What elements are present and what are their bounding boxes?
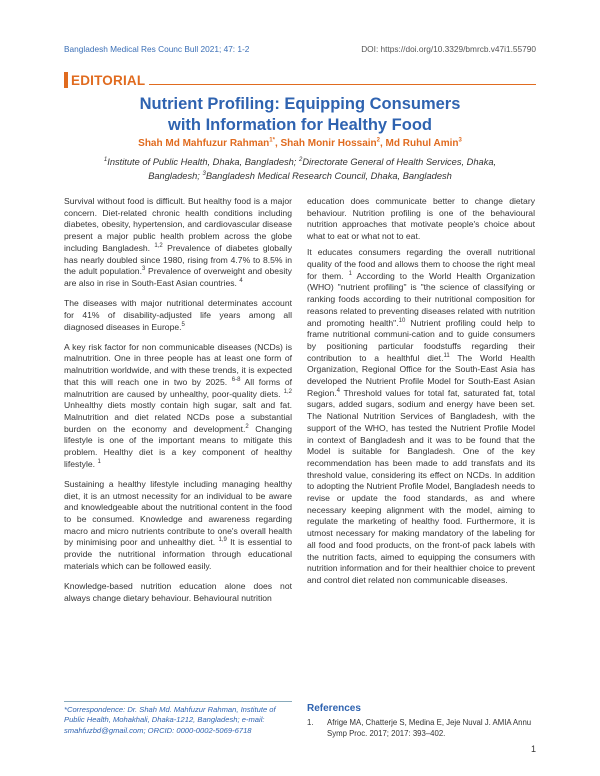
paragraph-text: It educates consumers regarding the overall nutritional quality of the food and allows them to choose the right meal for them. [307, 247, 535, 281]
section-rule [149, 84, 536, 85]
author-2: Shah Monir Hossain$^2$, [280, 137, 386, 149]
paragraph-text: Sustaining a healthy lifestyle including managing healthy diet, it is an utmost necessity for an individual to be aware and knowledgeable about the nutritional content in the food to be consumed. Knowledge and awareness regarding macro and micro nutrients contribute to one's overall health by minimising poor and unhealthy diet. [64, 478, 292, 548]
paragraph-text: Survival without food is difficult. But healthy food is a major concern. Diet-related chronic health conditions including diabetes, obesity, hypertension, and cardiovascular disease present a major public health problem across the globe including Bangladesh. [64, 196, 292, 253]
citation-marker: 3 [141, 266, 146, 273]
body-paragraph [64, 342, 292, 471]
paragraph-text: The diseases with major nutritional determinates account for 41% of disability-adjusted life years among all diagnosed diseases in Europe. [64, 298, 292, 332]
paragraph-text: A key risk factor for non communicable diseases (NCDs) is malnutrition. One in three people has at least one form of malnutrition worldwide, and with these trends, it is expected that this will reach one in two by 2025. [64, 341, 292, 387]
paragraph-text: All forms of malnutrition are caused by unhealthy, poor-quality diets. [64, 376, 293, 399]
references-heading: References [307, 703, 361, 714]
body-paragraph [64, 581, 292, 604]
paragraph-text: Nutrient profiling could help to frame nutritional communi-cation and to guide consumers by positioning particular foodstuffs regarding their contribution to a healthful diet. [307, 317, 535, 363]
citation-marker: 6-8 [231, 376, 241, 383]
paragraph-text: Prevalence of overweight and obesity are also in rise in South-East Asian countries. [64, 266, 292, 288]
author-3: Md Ruhul Amin$^3$ [385, 137, 462, 149]
body-paragraph [64, 479, 292, 573]
paragraph-text: The World Health Organization, Regional Office for the South-East Asia has developed the Nutrient Profile Model for South-East Asian Region. [307, 352, 535, 398]
paragraph-text: According to the World Health Organization (WHO) "nutrient profiling" is "the science of classifying or ranking foods according to their nutritional composition for reasons related to preventing diseases related with nutrition and promoting health". [307, 270, 535, 328]
citation-marker: 4 [239, 278, 243, 285]
journal-citation: Bangladesh Medical Res Counc Bull 2021; 47: 1-2 [64, 44, 250, 54]
section-label: EDITORIAL [71, 72, 146, 88]
citation-marker: 5 [181, 321, 185, 328]
paragraph-text: Unhealthy diets mostly contain high sugar, salt and fat. Malnutrition and diet related NCDs pose a substantial burden on the economy and development. [64, 400, 292, 434]
citation-marker: 1 [97, 458, 101, 465]
running-header [64, 44, 536, 54]
body-paragraph [64, 298, 292, 333]
body-column-left [64, 196, 292, 613]
doi-link[interactable]: DOI: https://doi.org/10.3329/bmrcb.v47i1.55790 [361, 44, 536, 54]
section-tag [64, 70, 536, 90]
paragraph-text: Threshold values for total fat, saturated fat, total sugars, added sugars, sodium and energy have been set. The National Nutrition Services of Bangladesh, with the support of the WHO, has tested the Nutrient Profile Model in context of Bangladesh and it was to be found that the Model is suitable for Bangladesh. One of the key recommendation has been made to add transfats and its threshold value, considering its effect on NCDs. In addition to adopting the Nutrient Profile Model, Bangladesh needs to revise or update the food standards, as and where necessary keeping alignment with the model, aiming to regulate the marketing of healthy food. Furthermore, it is utmost necessary for making mandatory of the labeling for all food and food products, on the front-of pack labels with the nutrition facts, aimed to equipping the consumers with nutrition information and for their healthier choice to prevent and control diet related non communicable diseases. [307, 387, 535, 585]
citation-marker: 1,2 [283, 388, 292, 395]
paragraph-text: Prevalence of diabetes globally has nearly doubled since 1980, rising from 4.7% to 8.5% in the adult population. [64, 242, 292, 277]
citation-marker: 1,9 [218, 537, 227, 544]
references-section [307, 703, 535, 739]
author-list [64, 138, 536, 149]
paragraph-text: Knowledge-based nutrition education alone does not always change dietary behaviour. Behavioural nutrition [64, 581, 292, 603]
author-1: Shah Md Mahfuzur Rahman$^{1*}$, [138, 137, 281, 149]
citation-marker: 2 [245, 423, 249, 430]
body-paragraph [64, 196, 292, 290]
page-number: 1 [530, 744, 536, 754]
citation-marker: 4 [336, 387, 340, 394]
title-line-2: with Information for Healthy Food [168, 116, 432, 134]
citation-marker: 1 [348, 270, 352, 277]
citation-marker: 11 [443, 352, 450, 359]
reference-number: 1. [307, 718, 314, 727]
affiliations: $^1$Institute of Public Health, Dhaka, Bangladesh; $^2$Directorate General of Health Services, Dhaka, Bangladesh; $^3$Bangladesh Medical Research Council, Dhaka, Bangladesh [103, 156, 497, 181]
reference-item [307, 718, 535, 739]
paragraph-text: It is essential to provide the nutritional information through educational materials which can be followed easily. [64, 537, 292, 571]
section-marker [64, 72, 68, 88]
correspondence-note: *Correspondence: Dr. Shah Md. Mahfuzur Rahman, Institute of Public Health, Mohakhali, Dhaka-1212, Bangladesh; e-mail: smahfuzbd@gmail.com; ORCID: 0000-0002-5069-6718 [64, 701, 292, 736]
body-paragraph [307, 247, 535, 586]
paragraph-text: Changing lifestyle is one of the important means to mitigate this problem. Healthy diet is a key component of healthy lifestyle. [64, 423, 292, 469]
body-paragraph [307, 196, 535, 243]
reference-text: Afrige MA, Chatterje S, Medina E, Jeje Nuval J. AMIA Annu Symp Proc. 2017; 2017: 393–402. [327, 718, 532, 738]
article-title [64, 94, 536, 136]
paragraph-text: education does communicate better to change dietary behaviour. Nutrition profiling is one of the behavioural nutrition approaches that motivate people's choice about what to eat or what not to eat. [307, 196, 535, 242]
body-column-right [307, 196, 535, 591]
citation-marker: 10 [398, 317, 406, 324]
title-line-1: Nutrient Profiling: Equipping Consumers [139, 95, 461, 113]
citation-marker: 1,2 [154, 242, 163, 249]
